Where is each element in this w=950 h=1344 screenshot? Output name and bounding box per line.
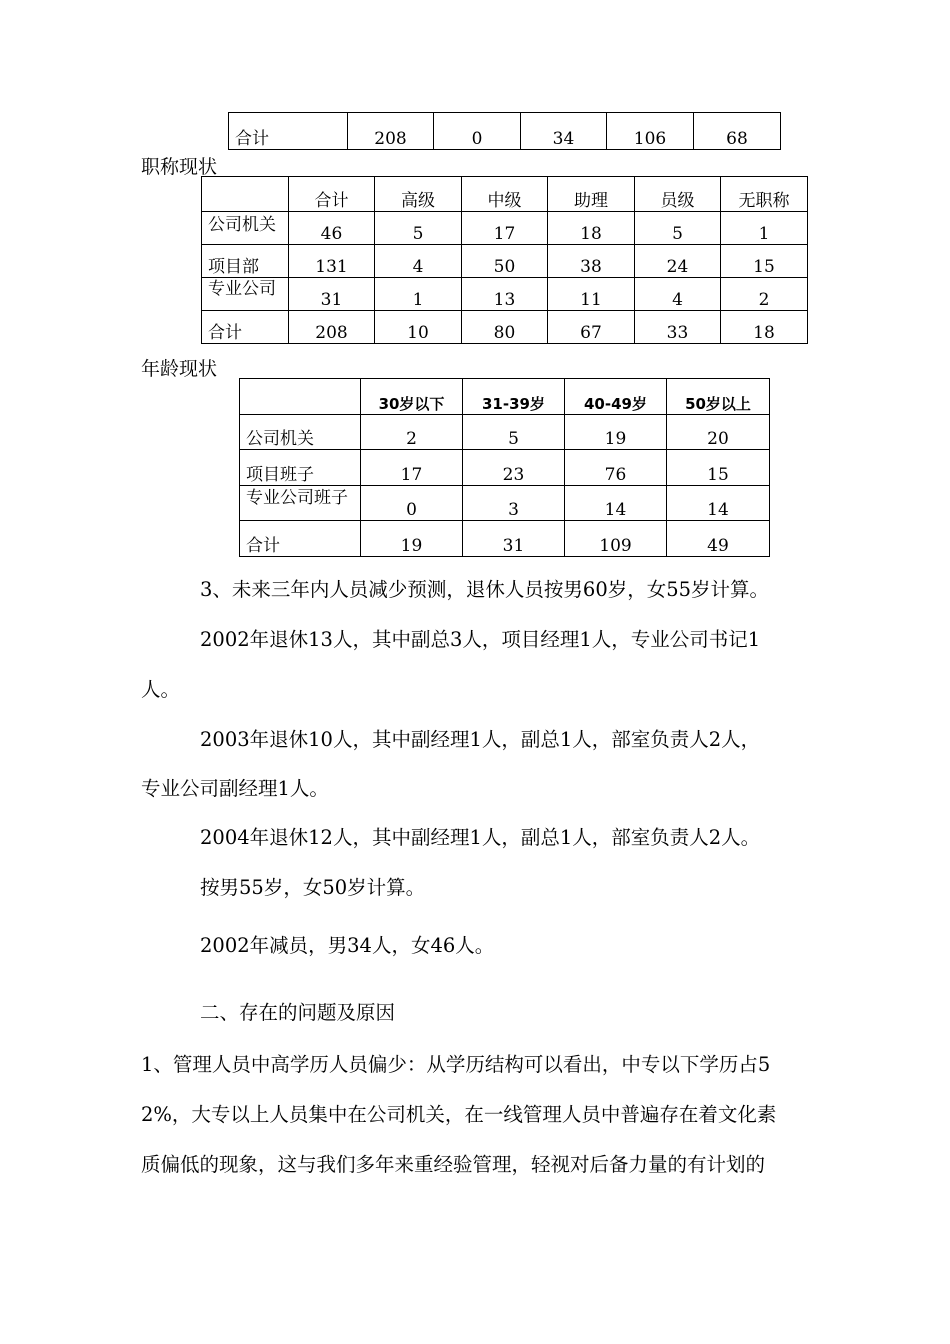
table-cell: 76 bbox=[565, 450, 667, 486]
table-cell: 3 bbox=[463, 486, 565, 521]
table-cell: 11 bbox=[548, 278, 635, 311]
table-cell: 33 bbox=[635, 311, 721, 344]
table-row bbox=[202, 212, 808, 245]
table-cell: 18 bbox=[721, 311, 808, 344]
body-paragraph: 2003年退休10人，其中副经理1人，副总1人，部室负责人2人， bbox=[200, 728, 761, 751]
title-status-heading: 职称现状 bbox=[141, 156, 218, 178]
table-cell: 0 bbox=[361, 486, 463, 521]
table-cell: 1 bbox=[721, 212, 808, 245]
table-row bbox=[240, 415, 770, 450]
table-cell: 0 bbox=[434, 113, 521, 150]
table-cell: 19 bbox=[565, 415, 667, 450]
table-row bbox=[202, 311, 808, 344]
table-row bbox=[240, 450, 770, 486]
header-cell: 合计 bbox=[289, 177, 375, 212]
header-cell: 助理 bbox=[548, 177, 635, 212]
header-cell: 40-49岁 bbox=[565, 379, 667, 415]
table-cell: 208 bbox=[348, 113, 434, 150]
header-cell bbox=[202, 177, 289, 212]
table-row bbox=[240, 521, 770, 557]
body-paragraph: 按男55岁，女50岁计算。 bbox=[200, 876, 426, 899]
table-cell: 4 bbox=[635, 278, 721, 311]
table-cell: 131 bbox=[289, 245, 375, 278]
table-cell: 2 bbox=[361, 415, 463, 450]
header-cell: 50岁以上 bbox=[667, 379, 770, 415]
table-cell: 208 bbox=[289, 311, 375, 344]
table-cell: 24 bbox=[635, 245, 721, 278]
row-label: 专业公司班子 bbox=[240, 486, 361, 521]
header-cell: 无职称 bbox=[721, 177, 808, 212]
table-row bbox=[229, 113, 781, 150]
table-cell: 15 bbox=[667, 450, 770, 486]
body-paragraph: 专业公司副经理1人。 bbox=[141, 777, 329, 800]
table-cell: 17 bbox=[361, 450, 463, 486]
row-label: 专业公司 bbox=[202, 278, 289, 311]
header-cell: 员级 bbox=[635, 177, 721, 212]
table-cell: 10 bbox=[375, 311, 462, 344]
table-cell: 19 bbox=[361, 521, 463, 557]
table-cell: 5 bbox=[375, 212, 462, 245]
table-cell: 109 bbox=[565, 521, 667, 557]
table-cell: 15 bbox=[721, 245, 808, 278]
table-cell: 34 bbox=[521, 113, 607, 150]
table-cell: 46 bbox=[289, 212, 375, 245]
header-cell: 中级 bbox=[462, 177, 548, 212]
table-cell: 合计 bbox=[229, 113, 348, 150]
education-total-table bbox=[228, 112, 781, 150]
section-heading: 二、存在的问题及原因 bbox=[200, 1001, 396, 1024]
row-label: 公司机关 bbox=[240, 415, 361, 450]
table-cell: 67 bbox=[548, 311, 635, 344]
body-paragraph: 2%，大专以上人员集中在公司机关，在一线管理人员中普遍存在着文化素 bbox=[141, 1103, 777, 1126]
table-cell: 31 bbox=[289, 278, 375, 311]
body-paragraph: 2002年减员，男34人，女46人。 bbox=[200, 934, 495, 957]
body-paragraph: 1、管理人员中高学历人员偏少：从学历结构可以看出，中专以下学历占5 bbox=[141, 1053, 771, 1076]
table-cell: 14 bbox=[667, 486, 770, 521]
table-cell: 4 bbox=[375, 245, 462, 278]
title-status-table bbox=[201, 176, 808, 344]
table-cell: 5 bbox=[635, 212, 721, 245]
table-row bbox=[202, 278, 808, 311]
header-cell: 30岁以下 bbox=[361, 379, 463, 415]
row-label: 公司机关 bbox=[202, 212, 289, 245]
table-cell: 23 bbox=[463, 450, 565, 486]
table-cell: 38 bbox=[548, 245, 635, 278]
table-cell: 1 bbox=[375, 278, 462, 311]
body-paragraph: 质偏低的现象，这与我们多年来重经验管理，轻视对后备力量的有计划的 bbox=[141, 1153, 766, 1176]
age-status-heading: 年龄现状 bbox=[141, 358, 218, 380]
row-label: 项目部 bbox=[202, 245, 289, 278]
row-label: 项目班子 bbox=[240, 450, 361, 486]
body-paragraph: 2004年退休12人，其中副经理1人，副总1人，部室负责人2人。 bbox=[200, 826, 761, 849]
table-cell: 14 bbox=[565, 486, 667, 521]
header-cell: 高级 bbox=[375, 177, 462, 212]
table-cell: 13 bbox=[462, 278, 548, 311]
row-label: 合计 bbox=[202, 311, 289, 344]
table-cell: 50 bbox=[462, 245, 548, 278]
table-row bbox=[240, 486, 770, 521]
table-cell: 2 bbox=[721, 278, 808, 311]
table-cell: 31 bbox=[463, 521, 565, 557]
table-cell: 106 bbox=[607, 113, 694, 150]
header-cell: 31-39岁 bbox=[463, 379, 565, 415]
table-cell: 80 bbox=[462, 311, 548, 344]
table-cell: 17 bbox=[462, 212, 548, 245]
age-status-table bbox=[239, 378, 770, 557]
body-paragraph: 人。 bbox=[141, 678, 181, 701]
table-cell: 49 bbox=[667, 521, 770, 557]
body-paragraph: 3、未来三年内人员减少预测，退休人员按男60岁，女55岁计算。 bbox=[200, 578, 770, 601]
table-row bbox=[202, 245, 808, 278]
table-cell: 20 bbox=[667, 415, 770, 450]
table-header-row bbox=[202, 177, 808, 212]
table-cell: 18 bbox=[548, 212, 635, 245]
body-paragraph: 2002年退休13人，其中副总3人，项目经理1人，专业公司书记1 bbox=[200, 628, 761, 651]
table-cell: 5 bbox=[463, 415, 565, 450]
table-header-row bbox=[240, 379, 770, 415]
header-cell bbox=[240, 379, 361, 415]
row-label: 合计 bbox=[240, 521, 361, 557]
table-cell: 68 bbox=[694, 113, 781, 150]
